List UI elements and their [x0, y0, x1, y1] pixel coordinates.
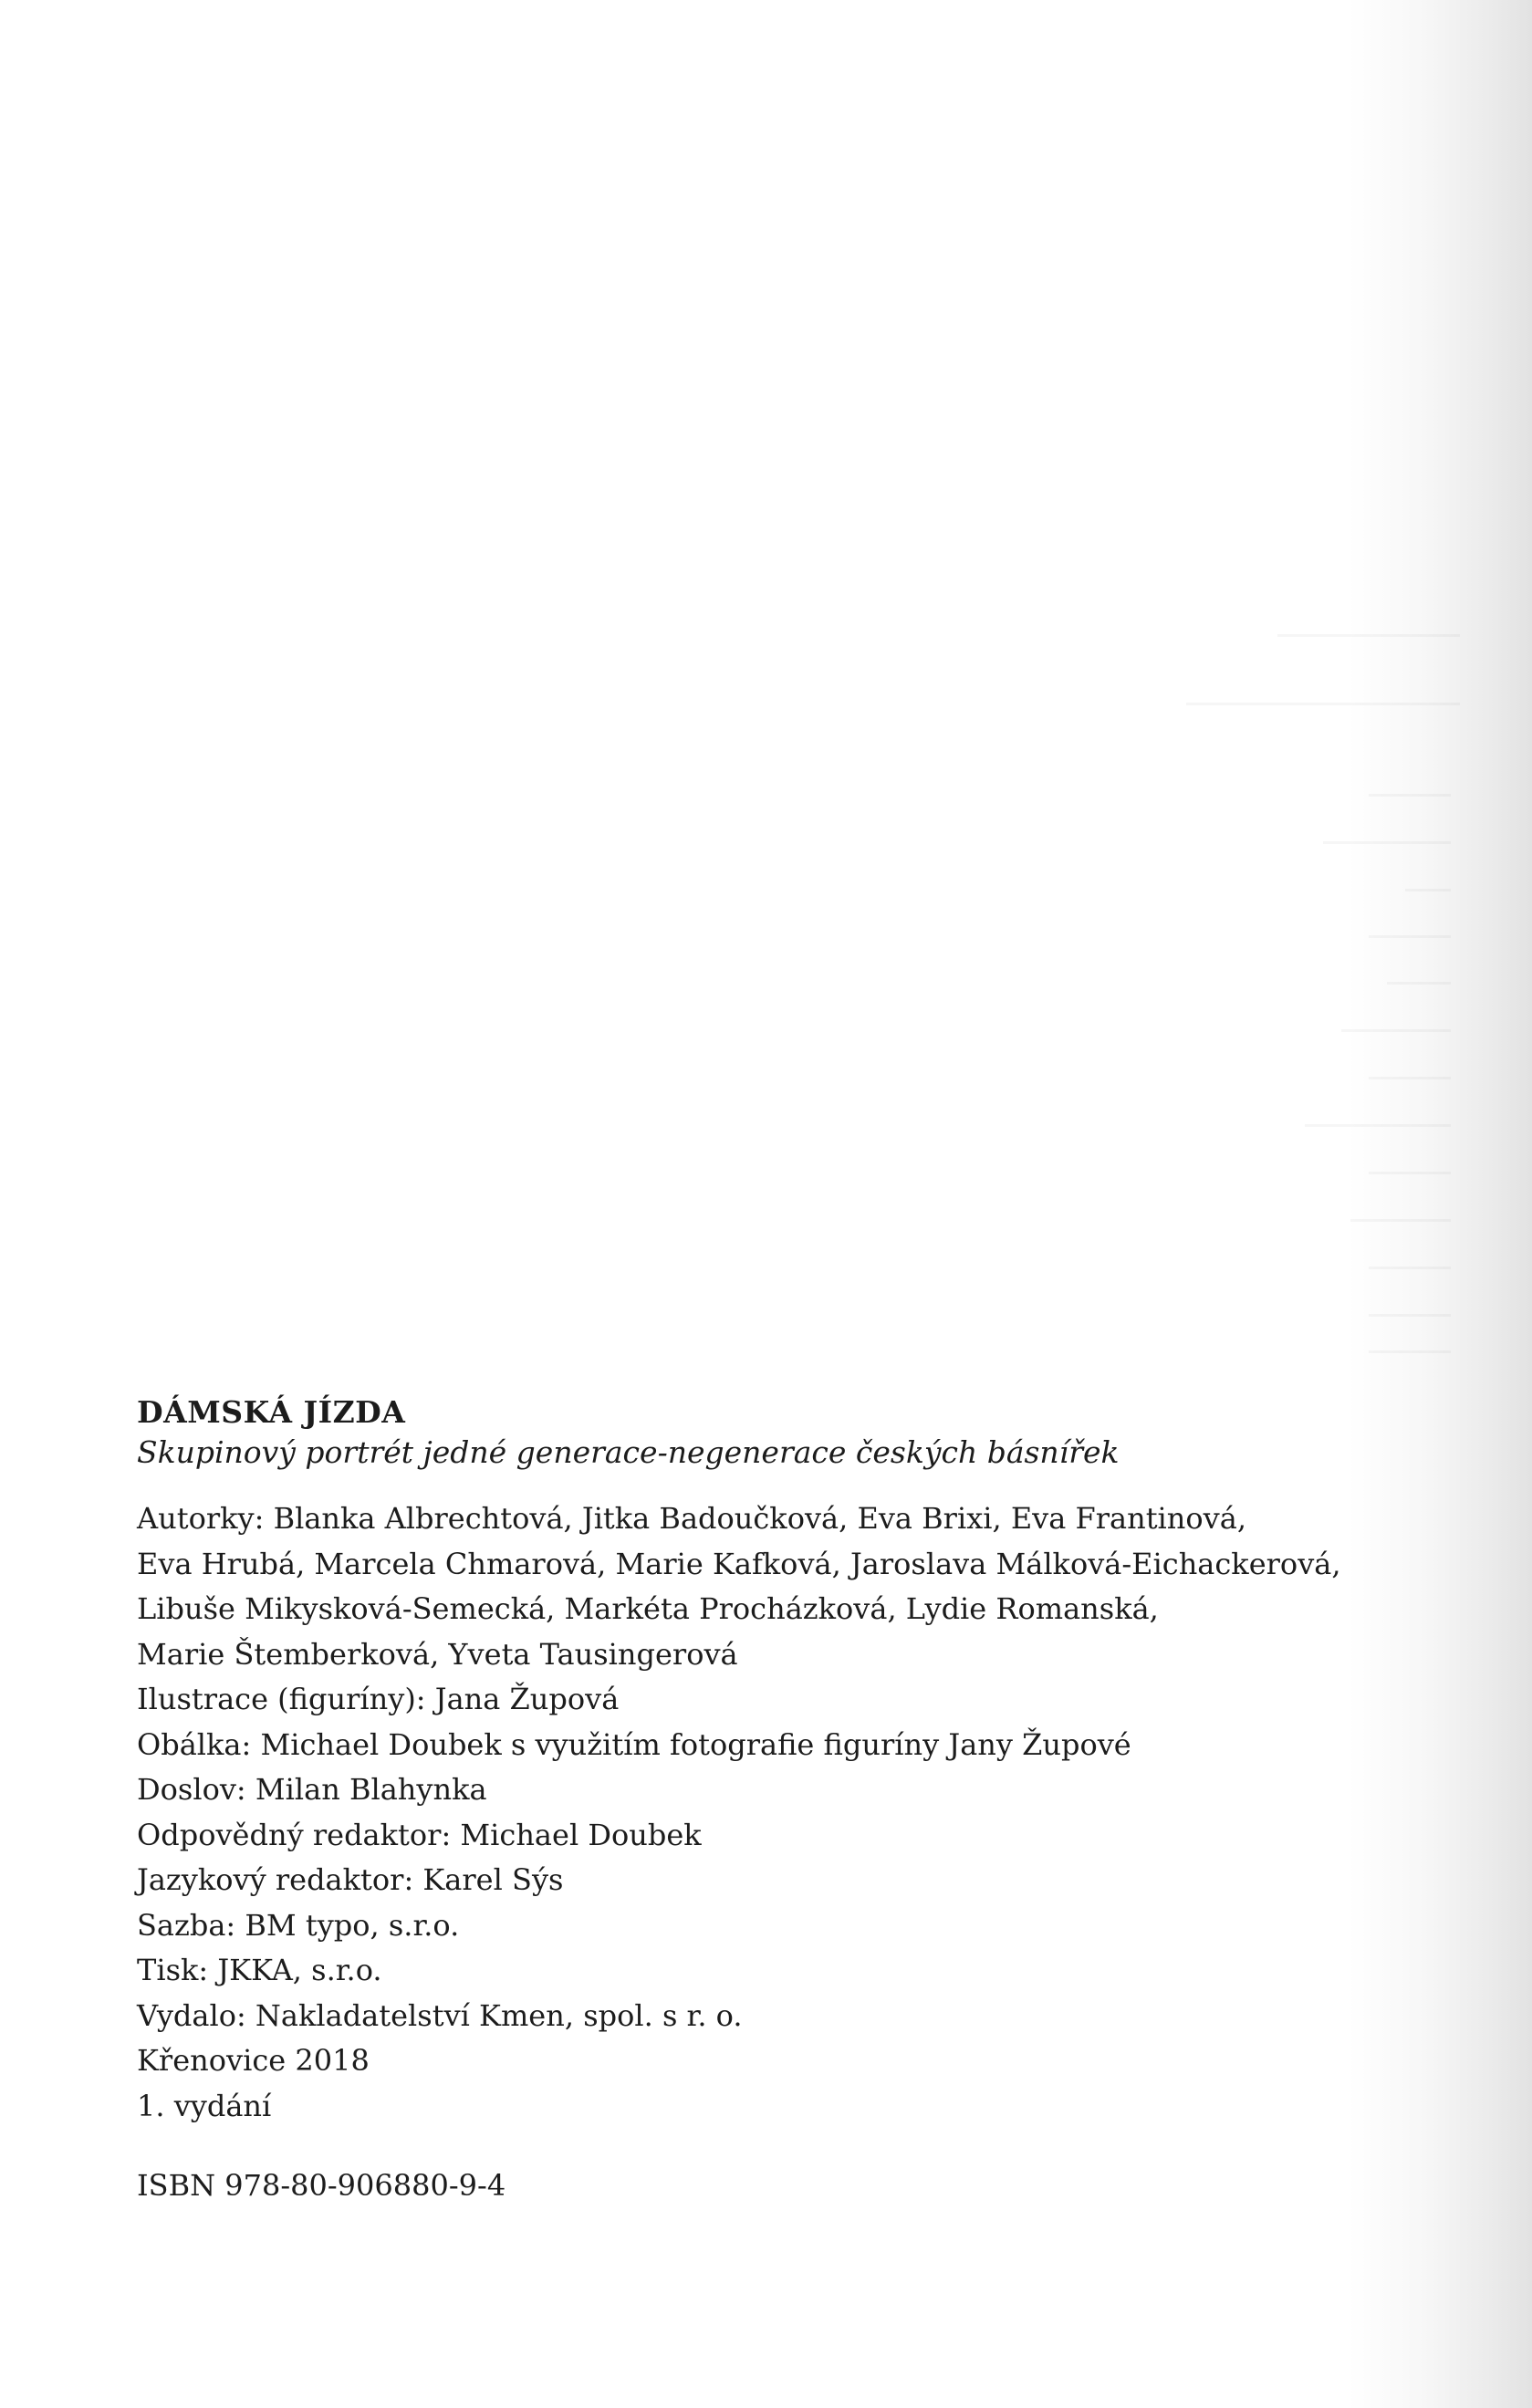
afterword-credit: Doslov: Milan Blahynka	[137, 1772, 487, 1807]
publisher-credit: Vydalo: Nakladatelství Kmen, spol. s r. o.	[137, 1997, 743, 2033]
isbn-number: ISBN 978-80-906880-9-4	[137, 2168, 506, 2203]
cover-credit: Obálka: Michael Doubek s využitím fotografie figuríny Jany Župové	[137, 1726, 1131, 1762]
editor-credit: Odpovědný redaktor: Michael Doubek	[137, 1817, 702, 1852]
printing-credit: Tisk: JKKA, s.r.o.	[137, 1953, 382, 1987]
illustration-credit: Ilustrace (figuríny): Jana Župová	[137, 1682, 620, 1716]
credits-list	[137, 1496, 1442, 2129]
authors-line-4: Marie Štemberková, Yveta Tausingerová	[137, 1636, 738, 1672]
place-year: Křenovice 2018	[137, 2043, 370, 2078]
edition-number: 1. vydání	[137, 2088, 272, 2123]
authors-line-3: Libuše Mikysková-Semecká, Markéta Procházková, Lydie Romanská,	[137, 1591, 1159, 1626]
typesetting-credit: Sazba: BM typo, s.r.o.	[137, 1907, 460, 1943]
authors-line-2: Eva Hrubá, Marcela Chmarová, Marie Kafková, Jaroslava Málková-Eichackerová,	[137, 1546, 1341, 1581]
language-editor-credit: Jazykový redaktor: Karel Sýs	[137, 1862, 564, 1897]
book-subtitle: Skupinový portrét jedné generace-negenerace českých básnířek	[137, 1434, 1120, 1470]
authors-line-1: Autorky: Blanka Albrechtová, Jitka Badoučková, Eva Brixi, Eva Frantinová,	[137, 1501, 1246, 1536]
book-title: DÁMSKÁ JÍZDA	[137, 1394, 406, 1430]
imprint-block	[137, 1394, 1442, 2237]
